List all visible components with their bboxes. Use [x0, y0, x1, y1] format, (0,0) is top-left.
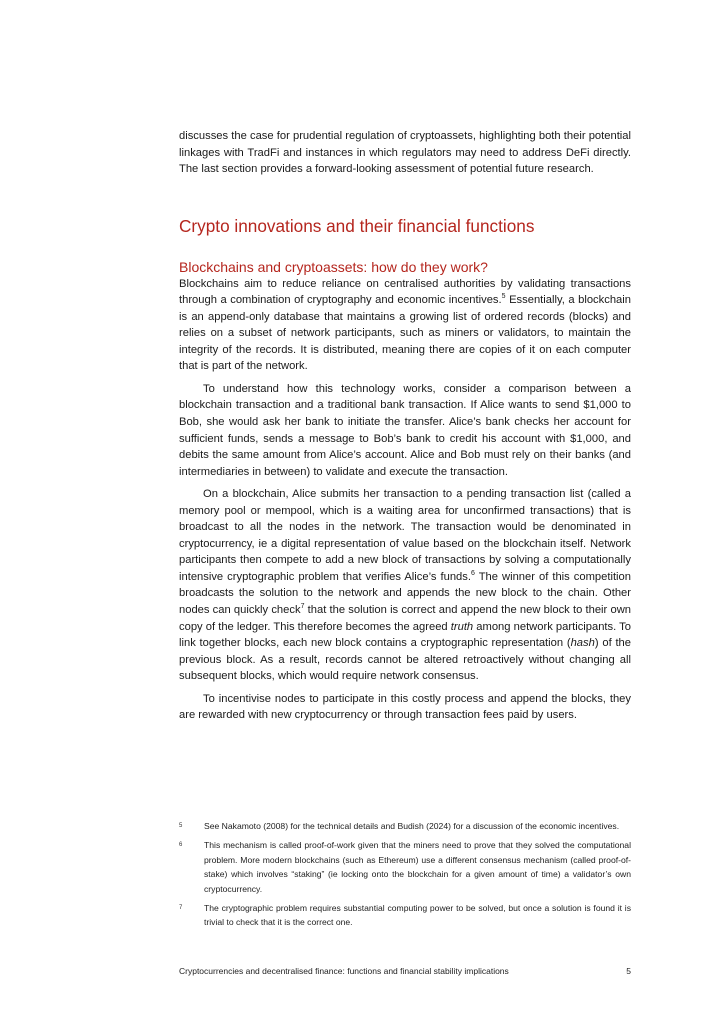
body-paragraph-1: [179, 276, 631, 375]
body-paragraph-3: [179, 486, 631, 685]
p3-text-e: ) of the previous block. As a result, records cannot be altered retroactively without changing all subsequent blocks, which would require network consensus.: [179, 637, 631, 683]
emphasis-hash: hash: [570, 637, 595, 650]
footer-title: Cryptocurrencies and decentralised finance: functions and financial stability implications: [179, 966, 509, 976]
main-content: [179, 128, 631, 724]
page-footer: [179, 966, 631, 976]
p3-text-d: among network participants. To link together blocks, each new block contains a cryptographic representation (: [179, 620, 631, 650]
section-heading: Crypto innovations and their financial functions: [179, 215, 535, 236]
footnote-text: The cryptographic problem requires substantial computing power to be solved, but once a solution is found it is trivial to check that it is the correct one.: [204, 903, 631, 928]
footnote-text: This mechanism is called proof-of-work given that the miners need to prove that they solved the computational problem. More modern blockchains (such as Ethereum) use a different consensus mechanism (called proof-of-stake) which involves “staking” (ie locking onto the blockchain for a given amount of time) a validator’s own cryptocurrency.: [204, 840, 631, 894]
footnote-ref-6[interactable]: 6: [470, 569, 475, 577]
footnote-6: [179, 838, 631, 896]
footnote-7: [179, 901, 631, 930]
footnotes: [179, 819, 631, 935]
footnote-number: 6: [179, 842, 183, 849]
p3-text-c: that the solution is correct and append the new block to their own copy of the ledger. This therefore becomes the agreed: [179, 604, 631, 633]
footnote-text: See Nakamoto (2008) for the technical details and Budish (2024) for a discussion of the economic incentives.: [204, 821, 620, 831]
footnote-ref-5[interactable]: 5: [501, 293, 506, 301]
footnote-5: [179, 819, 631, 833]
intro-paragraph: discusses the case for prudential regulation of cryptoassets, highlighting both their potential linkages with TradFi and instances in which regulators may need to address DeFi directly. The last section provides a forward-looking assessment of potential future research.: [179, 130, 631, 176]
footnote-number: 5: [179, 823, 183, 829]
p1-text-a: Blockchains aim to reduce reliance on centralised authorities by validating transactions through a combination of cryptography and economic incentives.: [179, 277, 631, 307]
p1-text-b: Essentially, a blockchain is an append-only database that maintains a growing list of ordered records (blocks) and relies on a subset of network participants, such as miners or validators, to maintain the integrity of the records. It is distributed, meaning there are copies of it on each computer that is part of the network.: [179, 294, 631, 373]
p3-text-b: The winner of this competition broadcasts the solution to the network and appends the new block to the chain. Other nodes can quickly check: [179, 570, 631, 617]
subsection-heading: Blockchains and cryptoassets: how do they work?: [179, 258, 488, 275]
body-paragraph-2: To understand how this technology works, consider a comparison between a blockchain transaction and a traditional bank transaction. If Alice wants to send $1,000 to Bob, she would ask her bank to initiate the transfer. Alice’s bank checks her account for sufficient funds, sends a message to Bob’s bank to credit his account with $1,000, and debits the same amount from Alice’s account. Alice and Bob must rely on their banks (and intermediaries in between) to validate and execute the transaction.: [179, 382, 631, 478]
footnote-ref-7[interactable]: 7: [300, 603, 305, 611]
body-paragraph-4: To incentivise nodes to participate in this costly process and append the blocks, they are rewarded with new cryptocurrency or through transaction fees paid by users.: [179, 692, 631, 722]
p3-text-a: On a blockchain, Alice submits her transaction to a pending transaction list (called a memory pool or mempool, which is a waiting area for unconfirmed transactions) that is broadcast to all the nodes in the network. The transaction would be denominated in cryptocurrency, ie a digital representation of value based on the blockchain itself. Network participants then compete to add a new block of transactions by solving a computationally intensive cryptographic problem that verifies Alice’s funds.: [179, 488, 631, 583]
emphasis-truth: truth: [450, 620, 474, 633]
footnote-number: 7: [179, 905, 183, 912]
page-number: 5: [626, 966, 631, 976]
